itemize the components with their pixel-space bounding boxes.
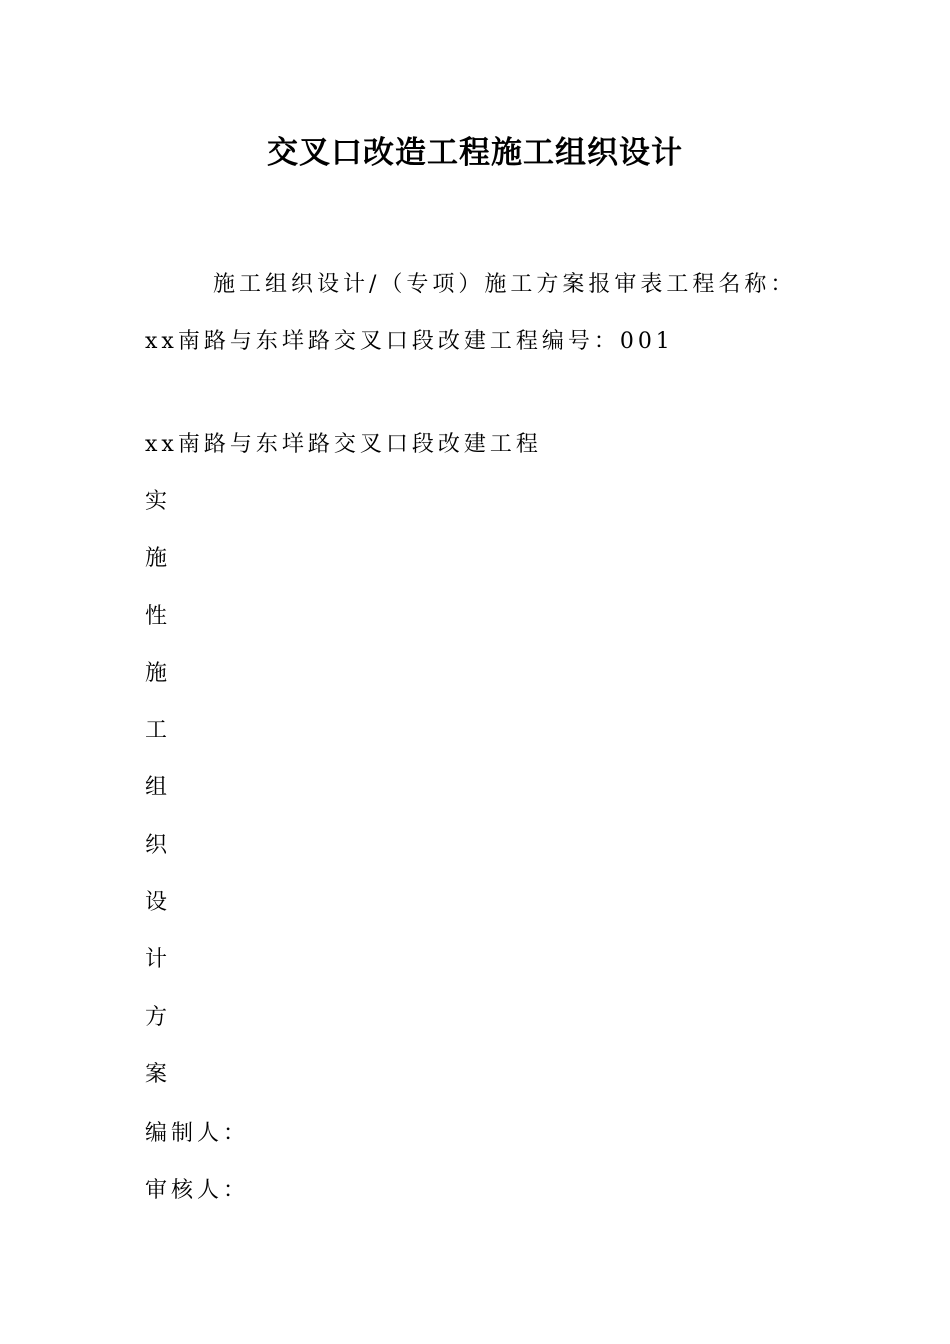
intro-line-form-name: 施工组织设计/（专项）施工方案报审表工程名称： — [213, 272, 797, 297]
vertical-plan-title — [145, 486, 171, 1116]
vertical-title-char: 施 — [145, 660, 172, 686]
vertical-title-char: 工 — [145, 718, 172, 744]
vertical-title-char: 组 — [145, 775, 172, 801]
vertical-title-char: 实 — [145, 489, 172, 514]
project-name: xx南路与东垟路交叉口段改建工程 — [145, 432, 542, 457]
vertical-title-char: 计 — [145, 947, 172, 973]
vertical-title-char: 性 — [145, 603, 172, 629]
intro-paragraph — [145, 256, 805, 370]
vertical-title-char: 方 — [145, 1004, 172, 1030]
compiler-label: 编制人： — [145, 1121, 250, 1146]
vertical-title-char: 案 — [145, 1061, 172, 1087]
vertical-title-char: 设 — [145, 890, 172, 916]
vertical-title-char: 织 — [145, 832, 172, 858]
intro-line-project-number: xx南路与东垟路交叉口段改建工程编号：001 — [145, 329, 674, 354]
reviewer-label: 审核人： — [145, 1178, 250, 1203]
document-title: 交叉口改造工程施工组织设计 — [267, 135, 683, 171]
vertical-title-char: 施 — [145, 546, 172, 572]
